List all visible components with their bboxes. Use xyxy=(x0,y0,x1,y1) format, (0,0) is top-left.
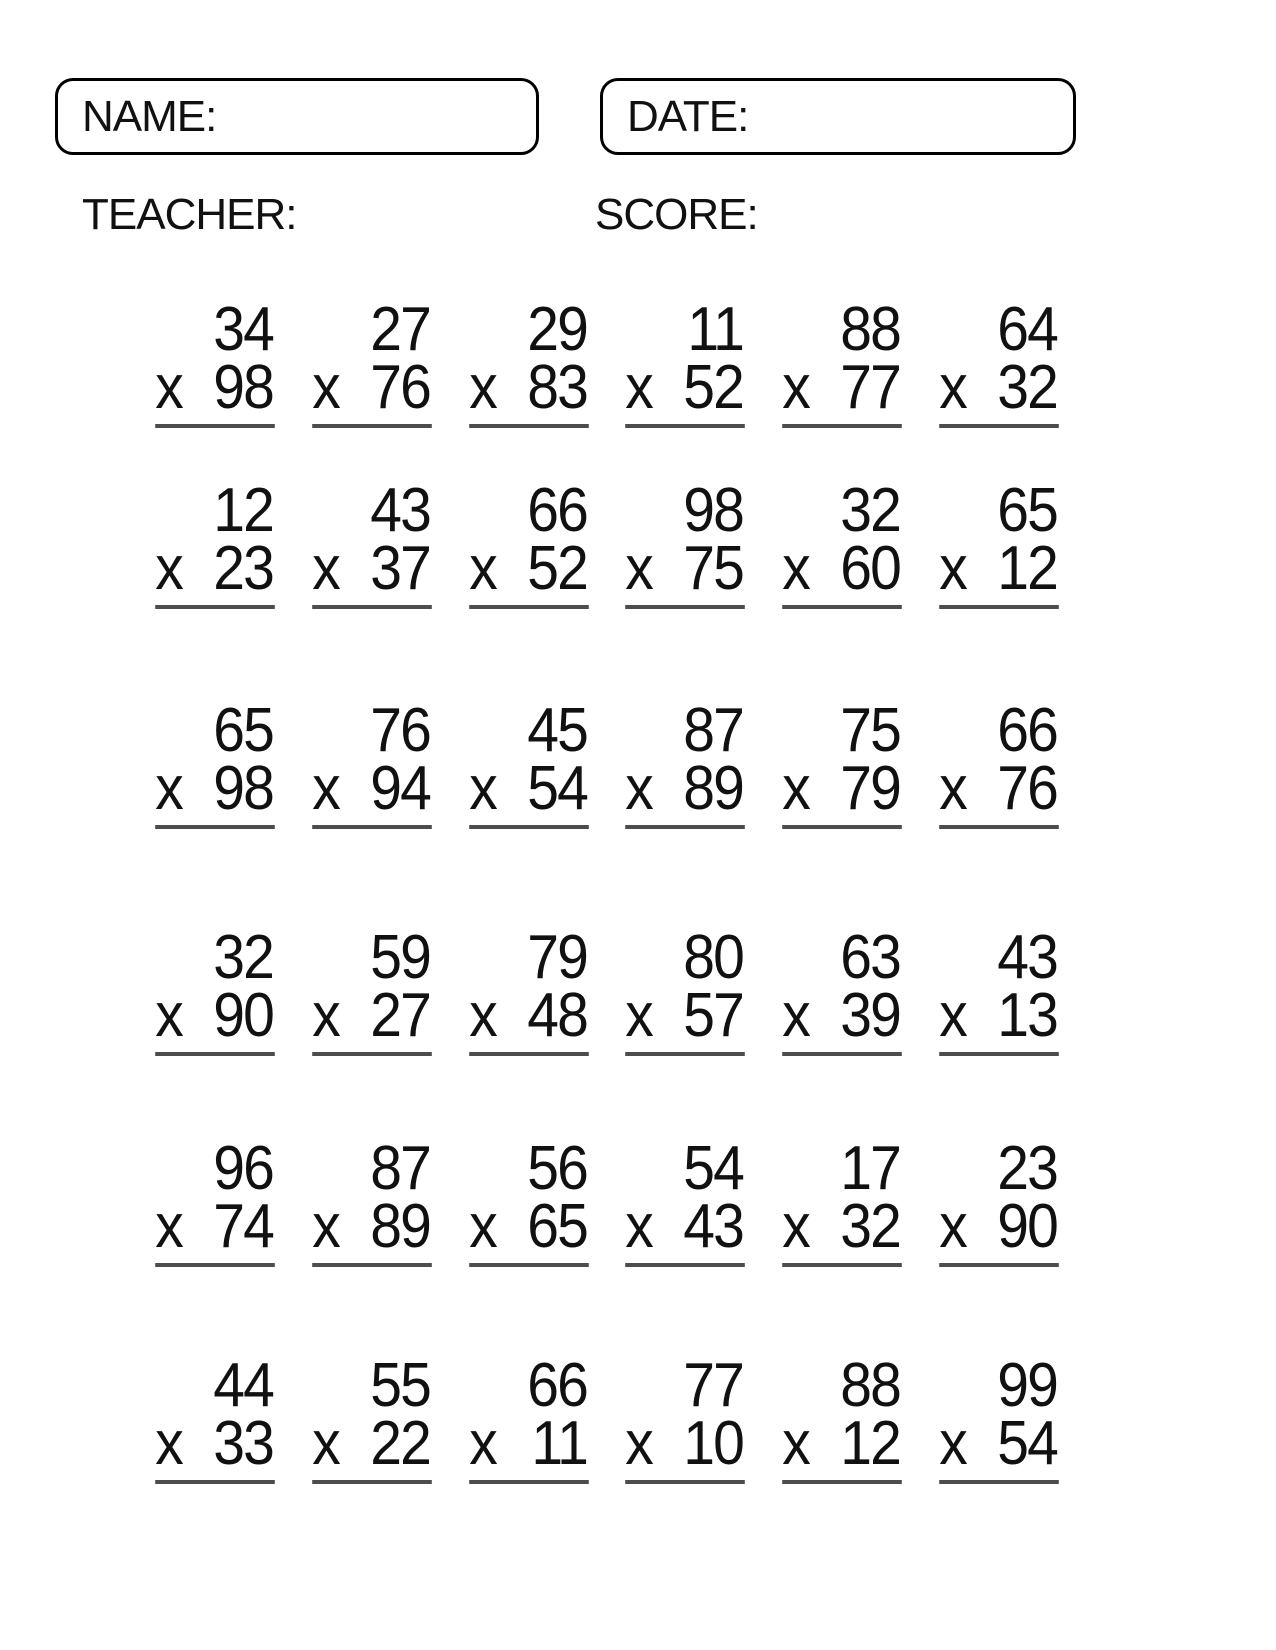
bottom-operand: 43 xyxy=(683,1192,744,1261)
bottom-operand: 90 xyxy=(997,1192,1057,1261)
bottom-operand: 89 xyxy=(369,1192,430,1261)
bottom-operand: 54 xyxy=(997,1409,1057,1478)
multiply-operator: x xyxy=(311,1409,339,1478)
bottom-row xyxy=(939,1409,1059,1478)
teacher-label: TEACHER: xyxy=(82,190,297,239)
bottom-operand: 32 xyxy=(840,1192,901,1261)
problem-row-2 xyxy=(150,476,1064,609)
bottom-row xyxy=(625,981,746,1050)
answer-line xyxy=(155,424,275,428)
multiply-operator: x xyxy=(155,754,182,823)
problem-r5c6 xyxy=(939,1134,1059,1267)
answer-line xyxy=(312,825,432,829)
multiply-operator: x xyxy=(155,534,182,603)
top-operand: 29 xyxy=(526,295,587,364)
answer-line xyxy=(626,825,746,829)
bottom-operand: 89 xyxy=(683,754,744,823)
problem-r1c6 xyxy=(939,295,1059,428)
bottom-operand: 11 xyxy=(531,1409,587,1478)
top-operand: 66 xyxy=(526,1351,587,1420)
problem-row-6 xyxy=(150,1351,1064,1484)
bottom-operand: 76 xyxy=(997,754,1057,823)
problem-r1c5 xyxy=(782,295,902,428)
answer-line xyxy=(782,1263,902,1267)
bottom-operand: 57 xyxy=(683,981,744,1050)
problem-row-4 xyxy=(150,923,1064,1056)
top-operand: 32 xyxy=(213,923,273,992)
bottom-row xyxy=(155,981,275,1050)
top-operand: 43 xyxy=(997,923,1057,992)
multiply-operator: x xyxy=(939,981,966,1050)
bottom-row xyxy=(311,353,432,422)
bottom-row xyxy=(155,1192,275,1261)
problem-r6c1 xyxy=(155,1351,275,1484)
answer-line xyxy=(312,424,432,428)
bottom-row xyxy=(155,534,275,603)
problem-row-5 xyxy=(150,1134,1064,1267)
multiply-operator: x xyxy=(782,981,810,1050)
bottom-operand: 83 xyxy=(526,353,587,422)
bottom-operand: 39 xyxy=(840,981,901,1050)
multiply-operator: x xyxy=(311,1192,339,1261)
top-operand: 77 xyxy=(683,1351,744,1420)
multiply-operator: x xyxy=(468,1409,496,1478)
problem-row-1 xyxy=(150,295,1064,428)
bottom-row xyxy=(939,353,1059,422)
multiply-operator: x xyxy=(155,1192,182,1261)
bottom-operand: 52 xyxy=(526,534,587,603)
bottom-row xyxy=(939,754,1059,823)
problem-r4c4 xyxy=(625,923,746,1056)
multiply-operator: x xyxy=(939,754,966,823)
answer-line xyxy=(939,605,1059,609)
answer-line xyxy=(782,605,902,609)
bottom-row xyxy=(311,1409,432,1478)
multiply-operator: x xyxy=(311,754,339,823)
top-operand: 11 xyxy=(687,295,744,364)
bottom-operand: 27 xyxy=(369,981,430,1050)
problem-r3c2 xyxy=(311,696,432,829)
date-label: DATE: xyxy=(627,91,749,141)
problem-r1c1 xyxy=(155,295,275,428)
problem-r4c1 xyxy=(155,923,275,1056)
multiply-operator: x xyxy=(311,353,339,422)
bottom-row xyxy=(468,1192,589,1261)
answer-line xyxy=(312,1052,432,1056)
problem-r3c6 xyxy=(939,696,1059,829)
bottom-row xyxy=(155,1409,275,1478)
answer-line xyxy=(626,1480,746,1484)
top-operand: 79 xyxy=(526,923,587,992)
top-operand: 87 xyxy=(683,696,744,765)
answer-line xyxy=(469,605,589,609)
top-operand: 45 xyxy=(526,696,587,765)
answer-line xyxy=(469,1480,589,1484)
bottom-row xyxy=(782,981,902,1050)
date-field-box xyxy=(600,78,1076,155)
multiply-operator: x xyxy=(782,1192,810,1261)
answer-line xyxy=(155,1263,275,1267)
answer-line xyxy=(469,825,589,829)
top-operand: 99 xyxy=(997,1351,1057,1420)
answer-line xyxy=(939,1480,1059,1484)
bottom-operand: 12 xyxy=(840,1409,901,1478)
bottom-row xyxy=(468,353,589,422)
answer-line xyxy=(782,1480,902,1484)
multiply-operator: x xyxy=(311,534,339,603)
multiply-operator: x xyxy=(311,981,339,1050)
top-operand: 23 xyxy=(997,1134,1057,1203)
multiply-operator: x xyxy=(155,353,182,422)
bottom-operand: 10 xyxy=(683,1409,744,1478)
bottom-operand: 13 xyxy=(997,981,1057,1050)
answer-line xyxy=(939,1263,1059,1267)
top-operand: 75 xyxy=(840,696,901,765)
top-operand: 17 xyxy=(840,1134,901,1203)
bottom-operand: 98 xyxy=(213,353,273,422)
top-operand: 65 xyxy=(997,476,1057,545)
bottom-row xyxy=(782,353,902,422)
bottom-operand: 23 xyxy=(213,534,273,603)
problem-r6c4 xyxy=(625,1351,746,1484)
bottom-operand: 37 xyxy=(369,534,430,603)
bottom-row xyxy=(155,754,275,823)
bottom-row xyxy=(625,1409,746,1478)
bottom-row xyxy=(155,353,275,422)
problem-r5c2 xyxy=(311,1134,432,1267)
problem-r2c1 xyxy=(155,476,275,609)
bottom-operand: 98 xyxy=(213,754,273,823)
top-operand: 12 xyxy=(213,476,273,545)
multiply-operator: x xyxy=(468,534,496,603)
answer-line xyxy=(939,424,1059,428)
multiply-operator: x xyxy=(468,981,496,1050)
multiply-operator: x xyxy=(155,1409,182,1478)
bottom-operand: 79 xyxy=(840,754,901,823)
answer-line xyxy=(469,1052,589,1056)
top-operand: 56 xyxy=(526,1134,587,1203)
top-operand: 65 xyxy=(213,696,273,765)
bottom-row xyxy=(468,534,589,603)
bottom-row xyxy=(468,754,589,823)
answer-line xyxy=(939,1052,1059,1056)
problem-r2c4 xyxy=(625,476,746,609)
problem-r5c4 xyxy=(625,1134,746,1267)
bottom-operand: 74 xyxy=(213,1192,273,1261)
answer-line xyxy=(626,605,746,609)
answer-line xyxy=(782,825,902,829)
bottom-operand: 76 xyxy=(369,353,430,422)
top-operand: 96 xyxy=(213,1134,273,1203)
top-operand: 76 xyxy=(369,696,430,765)
top-operand: 59 xyxy=(369,923,430,992)
problem-r3c3 xyxy=(468,696,589,829)
bottom-row xyxy=(782,1409,902,1478)
top-operand: 43 xyxy=(369,476,430,545)
problem-r6c3 xyxy=(468,1351,589,1484)
top-operand: 80 xyxy=(683,923,744,992)
bottom-row xyxy=(311,1192,432,1261)
multiply-operator: x xyxy=(939,1409,966,1478)
bottom-row xyxy=(625,534,746,603)
multiply-operator: x xyxy=(625,1409,653,1478)
bottom-row xyxy=(468,1409,589,1478)
name-field-box xyxy=(55,78,539,155)
multiply-operator: x xyxy=(939,353,966,422)
problem-r1c3 xyxy=(468,295,589,428)
multiply-operator: x xyxy=(625,353,653,422)
problem-row-3 xyxy=(150,696,1064,829)
top-operand: 64 xyxy=(997,295,1057,364)
answer-line xyxy=(782,424,902,428)
multiply-operator: x xyxy=(782,754,810,823)
bottom-row xyxy=(939,534,1059,603)
top-operand: 88 xyxy=(840,295,901,364)
top-operand: 63 xyxy=(840,923,901,992)
top-operand: 87 xyxy=(369,1134,430,1203)
top-operand: 66 xyxy=(997,696,1057,765)
multiply-operator: x xyxy=(625,1192,653,1261)
top-operand: 88 xyxy=(840,1351,901,1420)
problem-r3c5 xyxy=(782,696,902,829)
answer-line xyxy=(155,825,275,829)
answer-line xyxy=(939,825,1059,829)
answer-line xyxy=(312,1480,432,1484)
answer-line xyxy=(626,1052,746,1056)
answer-line xyxy=(469,424,589,428)
bottom-operand: 52 xyxy=(683,353,744,422)
answer-line xyxy=(155,1052,275,1056)
multiply-operator: x xyxy=(468,754,496,823)
answer-line xyxy=(469,1263,589,1267)
bottom-operand: 12 xyxy=(997,534,1057,603)
top-operand: 34 xyxy=(213,295,273,364)
problem-r2c3 xyxy=(468,476,589,609)
multiply-operator: x xyxy=(625,754,653,823)
top-operand: 55 xyxy=(369,1351,430,1420)
multiply-operator: x xyxy=(155,981,182,1050)
bottom-operand: 94 xyxy=(369,754,430,823)
problem-r4c5 xyxy=(782,923,902,1056)
bottom-operand: 48 xyxy=(526,981,587,1050)
bottom-operand: 75 xyxy=(683,534,744,603)
answer-line xyxy=(155,1480,275,1484)
multiply-operator: x xyxy=(782,1409,810,1478)
bottom-operand: 77 xyxy=(840,353,901,422)
bottom-operand: 90 xyxy=(213,981,273,1050)
name-label: NAME: xyxy=(82,91,217,141)
problem-r2c2 xyxy=(311,476,432,609)
multiply-operator: x xyxy=(468,1192,496,1261)
multiply-operator: x xyxy=(939,1192,966,1261)
multiply-operator: x xyxy=(468,353,496,422)
problem-r1c4 xyxy=(625,295,746,428)
top-operand: 66 xyxy=(526,476,587,545)
top-operand: 27 xyxy=(369,295,430,364)
bottom-operand: 33 xyxy=(213,1409,273,1478)
problem-r6c6 xyxy=(939,1351,1059,1484)
bottom-row xyxy=(939,1192,1059,1261)
problem-r5c5 xyxy=(782,1134,902,1267)
problem-r4c2 xyxy=(311,923,432,1056)
top-operand: 32 xyxy=(840,476,901,545)
problem-r5c3 xyxy=(468,1134,589,1267)
problem-r6c2 xyxy=(311,1351,432,1484)
bottom-row xyxy=(311,981,432,1050)
bottom-row xyxy=(782,754,902,823)
multiply-operator: x xyxy=(782,534,810,603)
bottom-operand: 32 xyxy=(997,353,1057,422)
multiply-operator: x xyxy=(939,534,966,603)
problem-r1c2 xyxy=(311,295,432,428)
bottom-row xyxy=(625,1192,746,1261)
bottom-row xyxy=(625,754,746,823)
bottom-row xyxy=(939,981,1059,1050)
answer-line xyxy=(312,605,432,609)
top-operand: 98 xyxy=(683,476,744,545)
answer-line xyxy=(626,1263,746,1267)
bottom-operand: 65 xyxy=(526,1192,587,1261)
bottom-operand: 60 xyxy=(840,534,901,603)
problem-r2c5 xyxy=(782,476,902,609)
multiply-operator: x xyxy=(625,534,653,603)
bottom-row xyxy=(468,981,589,1050)
problem-r6c5 xyxy=(782,1351,902,1484)
bottom-operand: 54 xyxy=(526,754,587,823)
problem-r3c1 xyxy=(155,696,275,829)
answer-line xyxy=(155,605,275,609)
bottom-row xyxy=(311,754,432,823)
answer-line xyxy=(782,1052,902,1056)
answer-line xyxy=(626,424,746,428)
problem-r4c6 xyxy=(939,923,1059,1056)
score-label: SCORE: xyxy=(595,190,758,239)
bottom-row xyxy=(625,353,746,422)
multiply-operator: x xyxy=(625,981,653,1050)
bottom-row xyxy=(782,534,902,603)
top-operand: 54 xyxy=(683,1134,744,1203)
bottom-row xyxy=(782,1192,902,1261)
problem-r5c1 xyxy=(155,1134,275,1267)
multiply-operator: x xyxy=(782,353,810,422)
problem-r3c4 xyxy=(625,696,746,829)
top-operand: 44 xyxy=(213,1351,273,1420)
problem-r4c3 xyxy=(468,923,589,1056)
bottom-row xyxy=(311,534,432,603)
bottom-operand: 22 xyxy=(369,1409,430,1478)
answer-line xyxy=(312,1263,432,1267)
problem-r2c6 xyxy=(939,476,1059,609)
